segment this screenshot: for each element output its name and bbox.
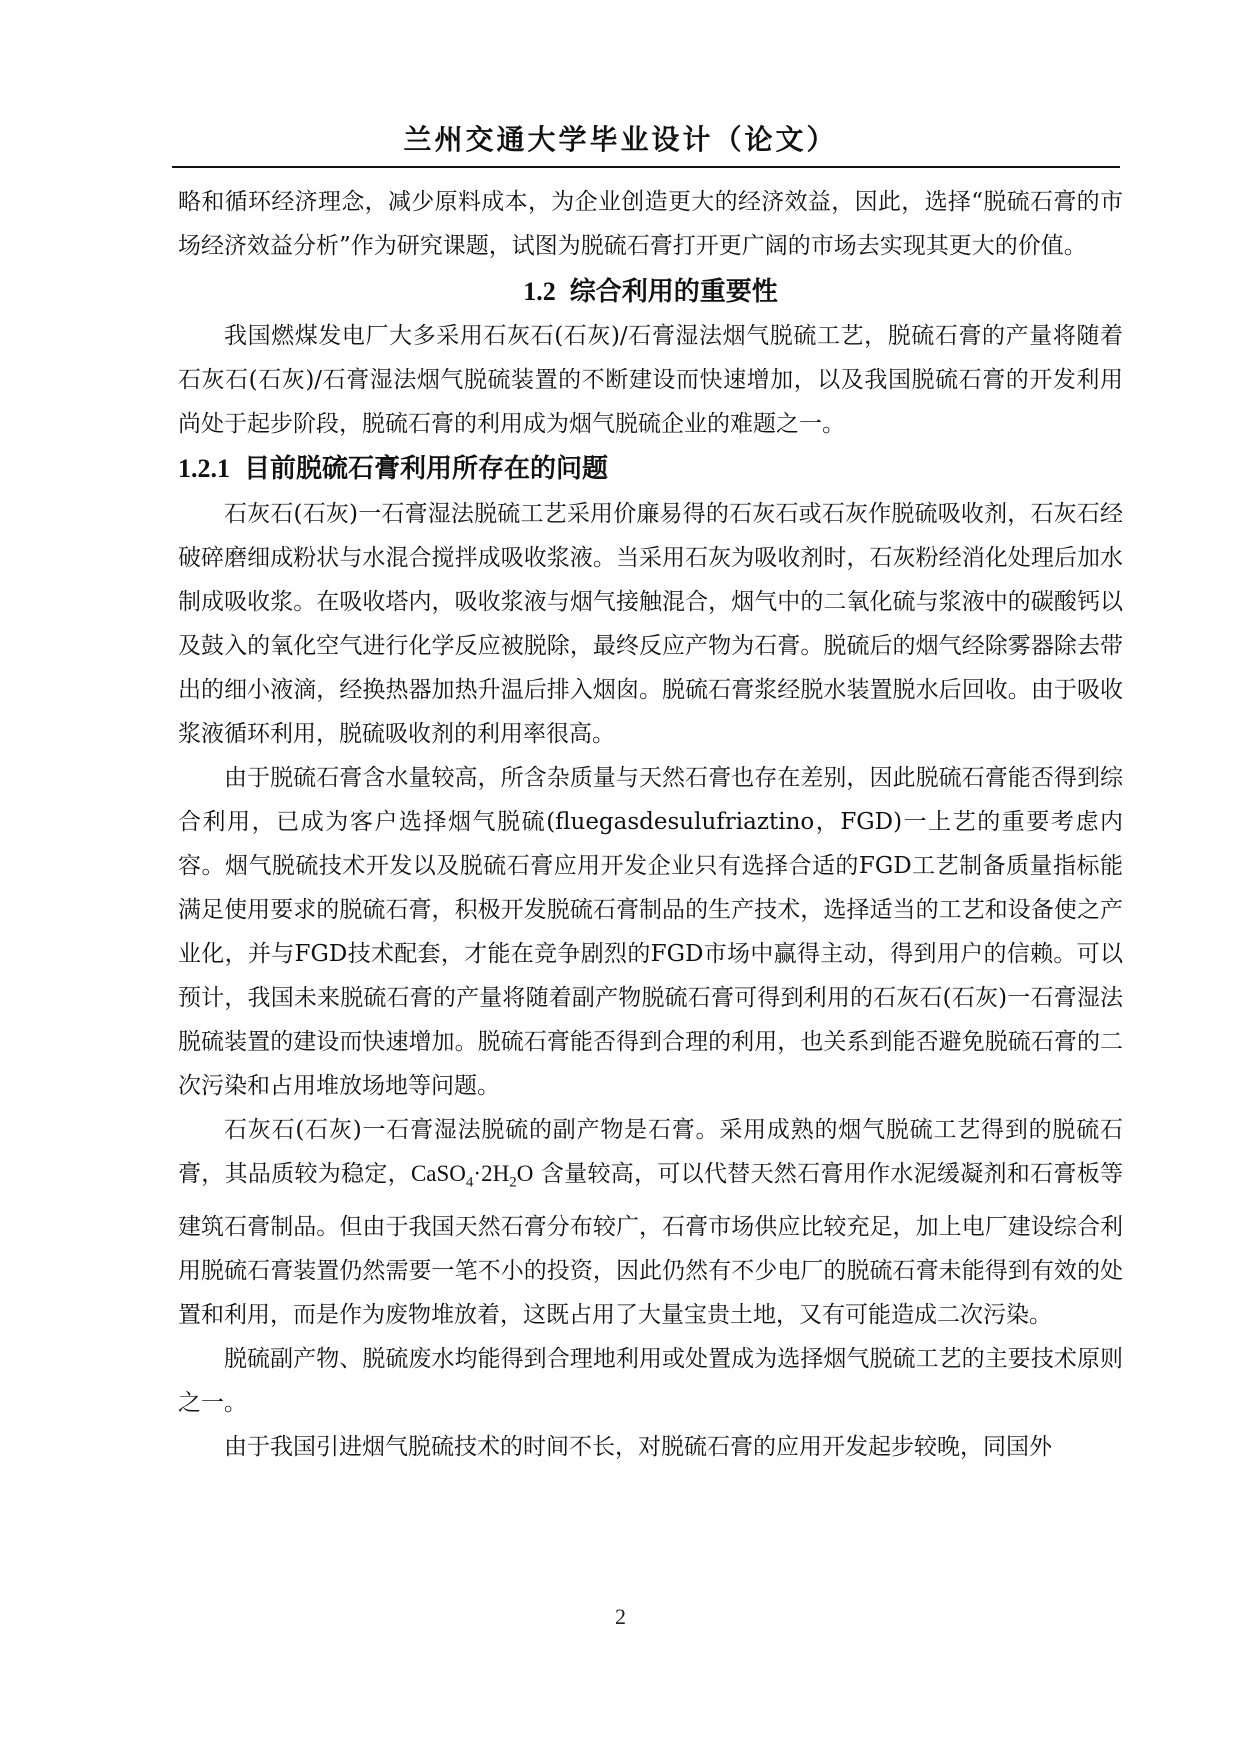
chemical-formula: $CaSO_4\cdot 2H_2O$ xyxy=(410,1161,534,1191)
paragraph-principle: 脱硫副产物、脱硫废水均能得到合理地利用或处置成为选择烟气脱硫工艺的主要技术原则之一。 xyxy=(178,1345,1123,1416)
section-number: 1.2 xyxy=(523,277,556,306)
section-title: 综合利用的重要性 xyxy=(569,277,778,307)
subsection-heading-1-2-1 xyxy=(178,446,1123,492)
paragraph-byproduct xyxy=(178,1108,1123,1337)
paragraph-utilization: 由于脱硫石膏含水量较高，所含杂质量与天然石膏也存在差别，因此脱硫石膏能否得到综合利用，已成为客户选择烟气脱硫(fluegasdesulufriaztino，FGD)一上艺的重要考虑内容。烟气脱硫技术开发以及脱硫石膏应用开发企业只有选择合适的FGD工艺制备质量指标能满足使用要求的脱硫石膏，积极开发脱硫石膏制品的生产技术，选择适当的工艺和设备使之产业化，并与FGD技术配套，才能在竞争剧烈的FGD市场中赢得主动，得到用户的信赖。可以预计，我国未来脱硫石膏的产量将随着副产物脱硫石膏可得到利用的石灰石(石灰)一石膏湿法脱硫装置的建设而快速增加。脱硫石膏能否得到合理的利用，也关系到能否避免脱硫石膏的二次污染和占用堆放场地等问题。 xyxy=(178,765,1123,1099)
section-heading-1-2 xyxy=(178,270,1123,314)
page-number: 2 xyxy=(615,1604,626,1629)
paragraph-importance: 我国燃煤发电厂大多采用石灰石(石灰)/石膏湿法烟气脱硫工艺，脱硫石膏的产量将随着石灰石(石灰)/石膏湿法烟气脱硫装置的不断建设而快速增加，以及我国脱硫石膏的开发利用尚处于起步阶段，脱硫石膏的利用成为烟气脱硫企业的难题之一。 xyxy=(178,323,1123,437)
header-divider xyxy=(172,166,1120,168)
subsection-title: 目前脱硫石膏利用所存在的问题 xyxy=(244,454,609,484)
byproduct-text-after: 含量较高，可以代替天然石膏用作水泥缓凝剂和石膏板等建筑石膏制品。但由于我国天然石膏分布较广，石膏市场供应比较充足，加上电厂建设综合利用脱硫石膏装置仍然需要一笔不小的投资，因此仍然有不少电厂的脱硫石膏未能得到有效的处置和利用，而是作为废物堆放着，这既占用了大量宝贵土地，又有可能造成二次污染。 xyxy=(178,1161,1124,1328)
running-header-title: 兰州交通大学毕业设计（论文） xyxy=(403,123,838,156)
paragraph-process: 石灰石(石灰)一石膏湿法脱硫工艺采用价廉易得的石灰石或石灰作脱硫吸收剂，石灰石经破碎磨细成粉状与水混合搅拌成吸收浆液。当采用石灰为吸收剂时，石灰粉经消化处理后加水制成吸收浆。在吸收塔内，吸收浆液与烟气接触混合，烟气中的二氧化硫与浆液中的碳酸钙以及鼓入的氧化空气进行化学反应被脱除，最终反应产物为石膏。脱硫后的烟气经除雾器除去带出的细小液滴，经换热器加热升温后排入烟囱。脱硫石膏浆经脱水装置脱水后回收。由于吸收浆液循环利用，脱硫吸收剂的利用率很高。 xyxy=(178,501,1123,747)
byproduct-text-before: 石灰石(石灰)一石膏湿法脱硫的副产物是石膏。采用成熟的烟气脱硫工艺得到的脱硫石膏，其品质较为稳定， xyxy=(178,1117,1123,1187)
paragraph-domestic: 由于我国引进烟气脱硫技术的时间不长，对脱硫石膏的应用开发起步较晚，同国外 xyxy=(224,1433,1052,1460)
body-text xyxy=(178,180,1123,1469)
paragraph-continuation: 略和循环经济理念，减少原料成本，为企业创造更大的经济效益，因此，选择“脱硫石膏的市场经济效益分析”作为研究课题，试图为脱硫石膏打开更广阔的市场去实现其更大的价值。 xyxy=(178,189,1123,259)
subsection-number: 1.2.1 xyxy=(178,454,230,483)
